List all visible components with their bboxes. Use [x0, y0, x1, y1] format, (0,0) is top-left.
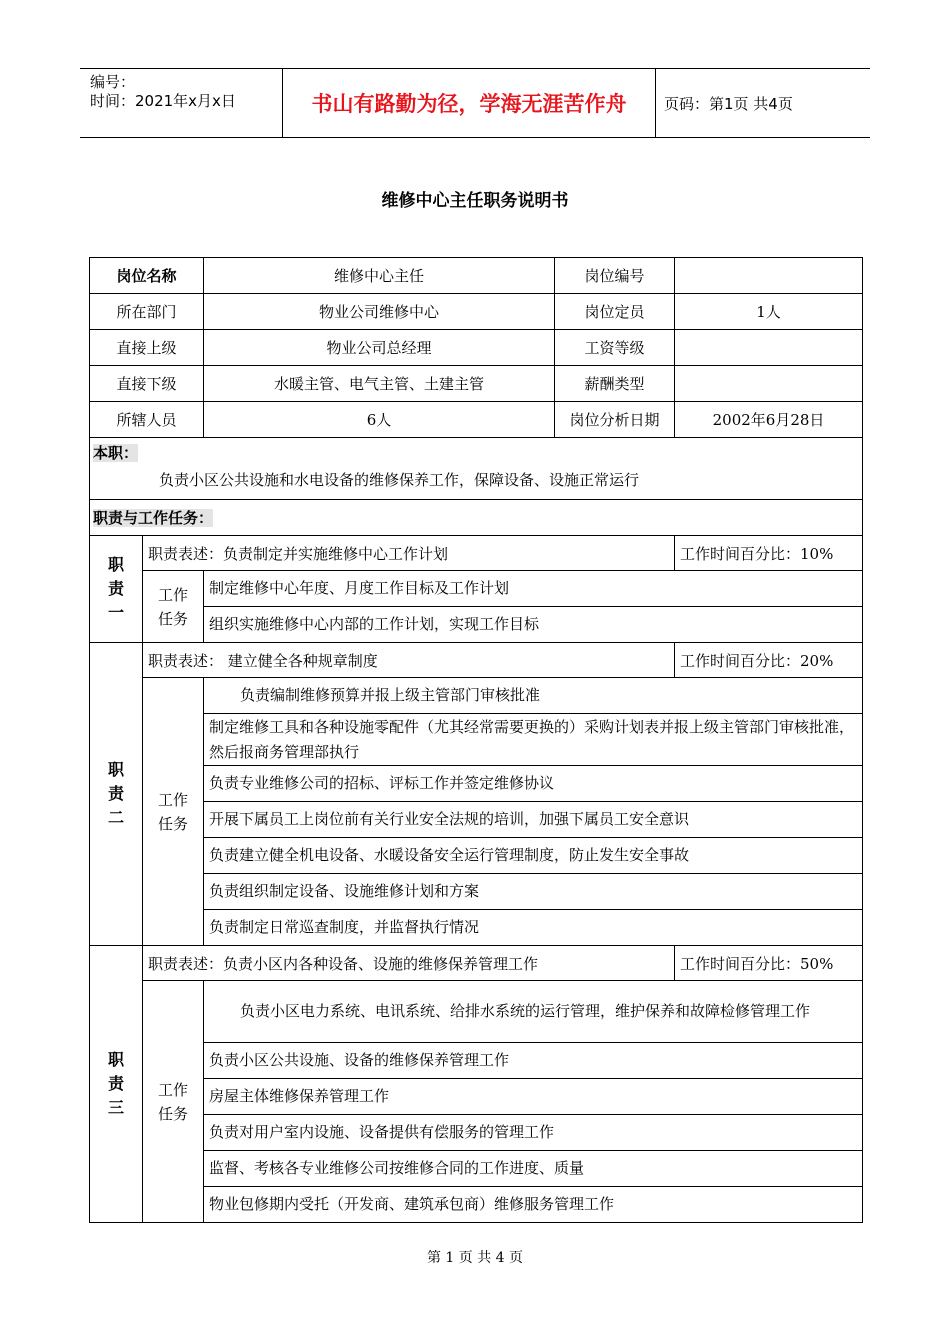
task-item: 负责制定日常巡查制度，并监督执行情况	[204, 910, 863, 946]
task-row	[90, 874, 863, 910]
task-row	[90, 766, 863, 802]
cell-label: 所辖人员	[90, 402, 204, 438]
task-label: 工作 任务	[143, 571, 204, 643]
page-header	[80, 68, 870, 138]
basic-row	[90, 366, 863, 402]
cell-label: 直接下级	[90, 366, 204, 402]
task-row	[90, 802, 863, 838]
task-label: 工作 任务	[143, 678, 204, 946]
duty-label: 职 责 一	[90, 536, 143, 643]
duty-description: 职责表述： 建立健全各种规章制度	[143, 643, 675, 678]
task-item: 负责编制维修预算并报上级主管部门审核批准	[204, 678, 863, 714]
duty-desc-row	[90, 946, 863, 981]
task-row	[90, 1115, 863, 1151]
task-row	[90, 1187, 863, 1223]
duty-time-percent: 工作时间百分比：20%	[675, 643, 863, 678]
cell-label: 薪酬类型	[555, 366, 675, 402]
cell-value: 物业公司维修中心	[204, 294, 555, 330]
task-row	[90, 571, 863, 607]
time-label: 时间：2021年x月x日	[90, 92, 236, 110]
cell-value: 1人	[675, 294, 863, 330]
task-row	[90, 678, 863, 714]
duties-label: 职责与工作任务：	[93, 509, 214, 527]
cell-label: 岗位名称	[90, 258, 204, 294]
motto-text: 书山有路勤为径，学海无涯苦作舟	[311, 92, 627, 116]
cell-value	[675, 366, 863, 402]
document-title: 维修中心主任职务说明书	[381, 191, 569, 211]
summary-text: 负责小区公共设施和水电设备的维修保养工作，保障设备、设施正常运行	[159, 471, 640, 489]
cell-value: 维修中心主任	[204, 258, 555, 294]
duty-label: 职 责 三	[90, 946, 143, 1223]
cell-value: 6人	[204, 402, 555, 438]
task-row	[90, 910, 863, 946]
summary-label: 本职：	[93, 444, 139, 462]
basic-row	[90, 330, 863, 366]
task-item: 负责小区公共设施、设备的维修保养管理工作	[204, 1043, 863, 1079]
duties-header-cell	[90, 500, 863, 536]
duty-time-percent: 工作时间百分比：10%	[675, 536, 863, 571]
cell-label: 工资等级	[555, 330, 675, 366]
cell-value	[675, 258, 863, 294]
task-item: 制定维修中心年度、月度工作目标及工作计划	[204, 571, 863, 607]
duty-time-percent: 工作时间百分比：50%	[675, 946, 863, 981]
task-item: 负责对用户室内设施、设备提供有偿服务的管理工作	[204, 1115, 863, 1151]
task-item: 物业包修期内受托（开发商、建筑承包商）维修服务管理工作	[204, 1187, 863, 1223]
cell-label: 岗位编号	[555, 258, 675, 294]
duty-desc-row	[90, 643, 863, 678]
duty-label: 职 责 二	[90, 643, 143, 946]
cell-label: 所在部门	[90, 294, 204, 330]
task-item: 负责组织制定设备、设施维修计划和方案	[204, 874, 863, 910]
task-item: 制定维修工具和各种设施零配件（尤其经常需要更换的）采购计划表并报上级主管部门审核批准，然后报商务管理部执行	[204, 714, 863, 766]
duty-description: 职责表述：负责小区内各种设备、设施的维修保养管理工作	[143, 946, 675, 981]
task-item: 负责建立健全机电设备、水暖设备安全运行管理制度，防止发生安全事故	[204, 838, 863, 874]
duty-description: 职责表述：负责制定并实施维修中心工作计划	[143, 536, 675, 571]
number-label: 编号：	[90, 73, 136, 91]
task-item: 监督、考核各专业维修公司按维修合同的工作进度、质量	[204, 1151, 863, 1187]
basic-row	[90, 402, 863, 438]
header-motto-cell	[282, 69, 656, 137]
header-meta	[90, 73, 236, 111]
job-description-table	[89, 257, 863, 1223]
task-row	[90, 981, 863, 1043]
task-row	[90, 714, 863, 766]
duties-header-row	[90, 500, 863, 536]
task-row	[90, 838, 863, 874]
page-label: 页码：第1页 共4页	[664, 94, 793, 113]
task-item: 房屋主体维修保养管理工作	[204, 1079, 863, 1115]
basic-row	[90, 294, 863, 330]
task-item: 负责小区电力系统、电讯系统、给排水系统的运行管理，维护保养和故障检修管理工作	[204, 981, 863, 1043]
cell-value: 水暖主管、电气主管、土建主管	[204, 366, 555, 402]
task-item: 开展下属员工上岗位前有关行业安全法规的培训，加强下属员工安全意识	[204, 802, 863, 838]
cell-label: 岗位定员	[555, 294, 675, 330]
task-item: 负责专业维修公司的招标、评标工作并签定维修协议	[204, 766, 863, 802]
cell-value: 物业公司总经理	[204, 330, 555, 366]
cell-value	[675, 330, 863, 366]
task-row	[90, 607, 863, 643]
summary-row	[90, 438, 863, 500]
cell-label: 岗位分析日期	[555, 402, 675, 438]
basic-row	[90, 258, 863, 294]
duty-desc-row	[90, 536, 863, 571]
page-footer: 第 1 页 共 4 页	[426, 1250, 524, 1266]
task-label: 工作 任务	[143, 981, 204, 1223]
summary-cell	[90, 438, 863, 500]
cell-label: 直接上级	[90, 330, 204, 366]
header-page-info	[664, 69, 793, 137]
task-row	[90, 1043, 863, 1079]
task-row	[90, 1151, 863, 1187]
task-row	[90, 1079, 863, 1115]
task-item: 组织实施维修中心内部的工作计划，实现工作目标	[204, 607, 863, 643]
cell-value: 2002年6月28日	[675, 402, 863, 438]
